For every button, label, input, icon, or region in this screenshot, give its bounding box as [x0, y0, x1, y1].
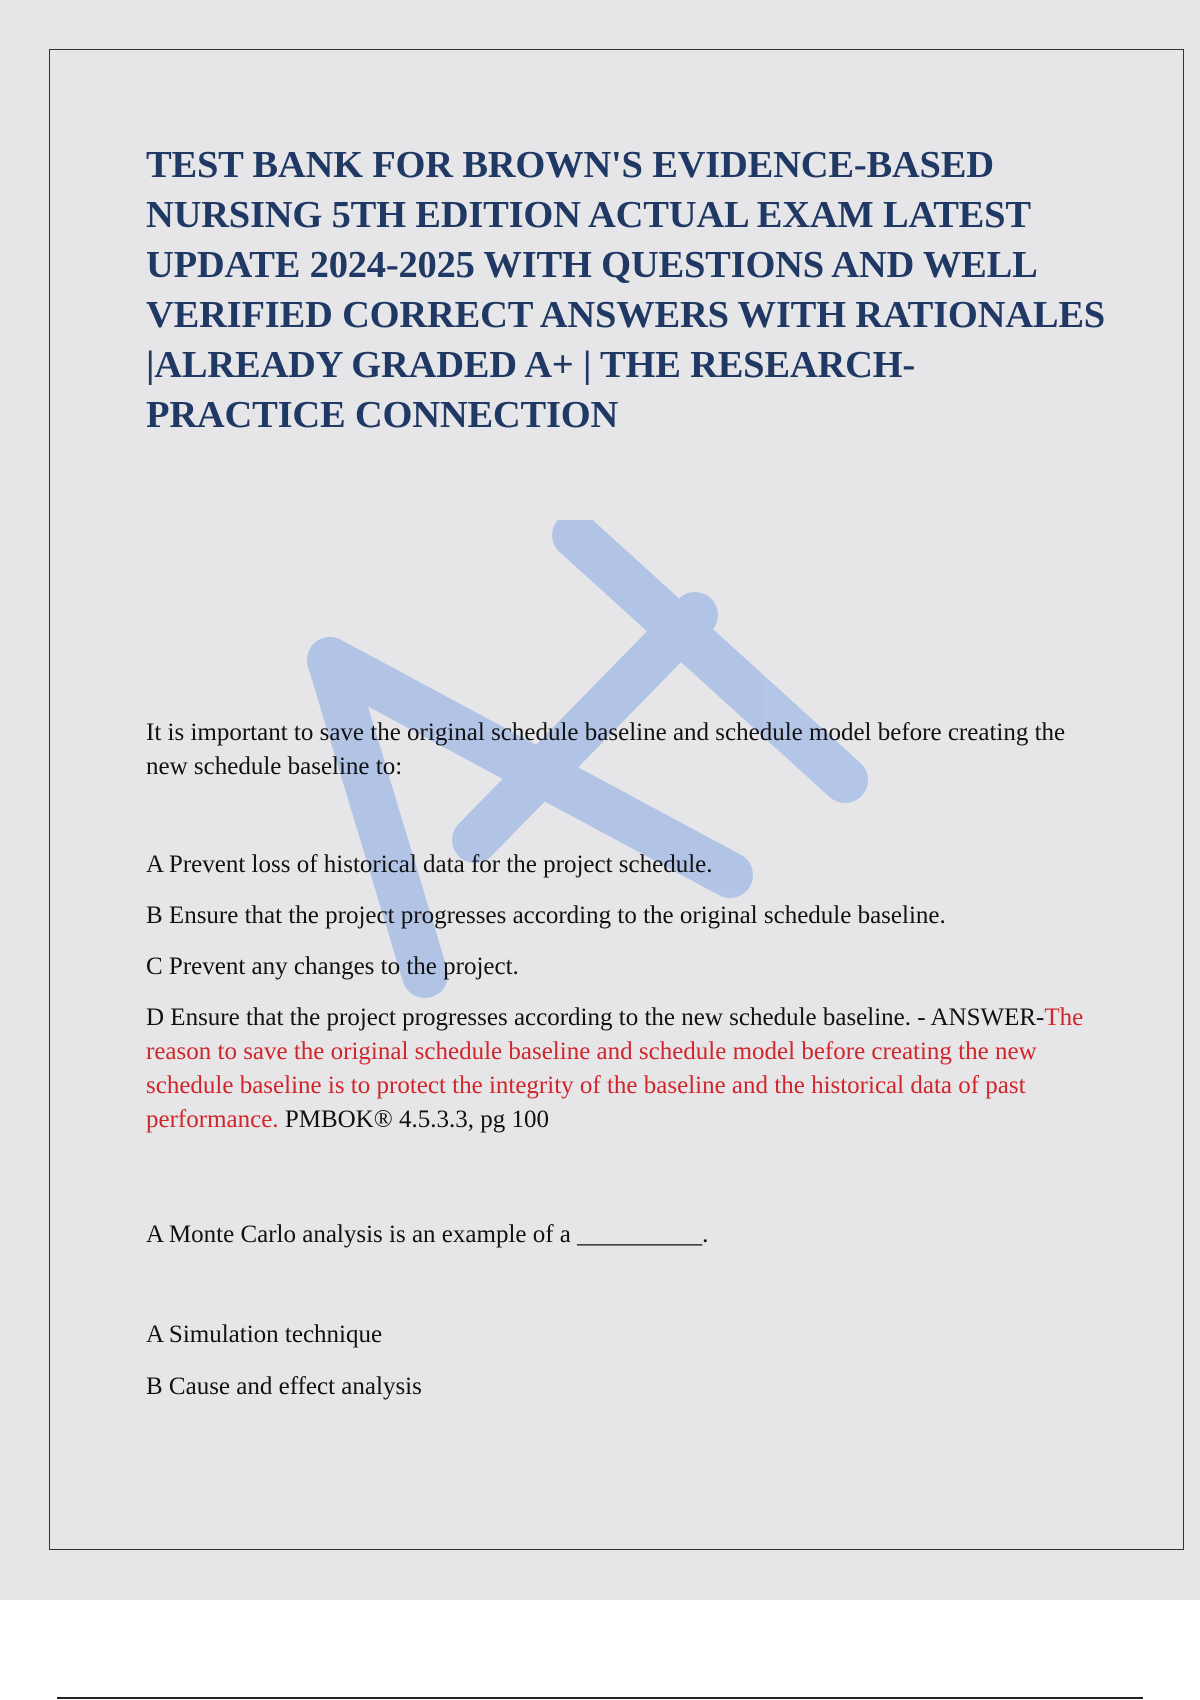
question-1-option-b: B Ensure that the project progresses according to the original schedule baseline.	[146, 902, 946, 929]
answer-rationale: The reason to save the original schedule baseline and schedule model before creating the new schedule baseline is to protect the integrity of the baseline and the historical data of past performance.	[146, 1004, 1084, 1133]
question-2-stem: A Monte Carlo analysis is an example of a __________.	[146, 1221, 709, 1248]
question-2-option-a: A Simulation technique	[146, 1321, 383, 1348]
question-2-option-b: B Cause and effect analysis	[146, 1373, 422, 1400]
question-2	[146, 1218, 1096, 1404]
answer-reference: PMBOK® 4.5.3.3, pg 100	[278, 1106, 549, 1133]
answer-label: ANSWER-	[930, 1004, 1045, 1031]
question-1-option-a: A Prevent loss of historical data for the project schedule.	[146, 851, 713, 878]
question-1	[146, 716, 1096, 1137]
document-title: TEST BANK FOR BROWN'S EVIDENCE-BASED NURSING 5TH EDITION ACTUAL EXAM LATEST UPDATE 2024-2025 WITH QUESTIONS AND WELL VERIFIED CORRECT ANSWERS WITH RATIONALES |ALREADY GRADED A+ | THE RESEARCH-PRACTICE CONNECTION	[146, 144, 1106, 436]
question-1-option-c: C Prevent any changes to the project.	[146, 953, 519, 980]
question-1-option-d: D Ensure that the project progresses according to the new schedule baseline. -	[146, 1004, 926, 1031]
question-1-stem: It is important to save the original schedule baseline and schedule model before creating the new schedule baseline to:	[146, 719, 1066, 780]
footer-divider	[57, 1697, 1143, 1699]
question-1-option-d-with-answer	[146, 1001, 1096, 1137]
